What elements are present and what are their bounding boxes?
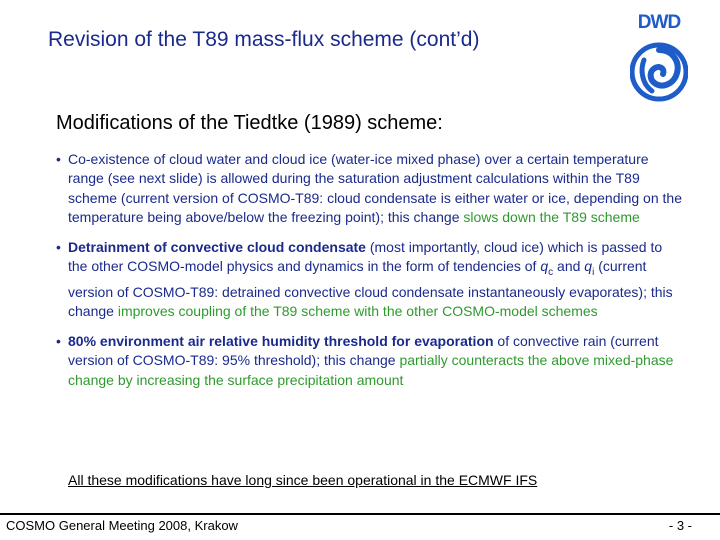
page-number: - 3 - <box>668 518 692 533</box>
var-i: i <box>592 267 595 279</box>
var-q: q <box>584 258 593 275</box>
bullet-highlight: Detrainment of convective cloud condensate <box>68 239 366 256</box>
bullet-list <box>54 150 684 401</box>
bullet-highlight: 80% environment air relative humidity threshold for evaporation <box>68 333 494 350</box>
bullet-item <box>54 332 684 390</box>
bullet-text: (most importantly, cloud ice) which is passed to the other COSMO-model physics and dynamics in the form of tendencies of <box>68 239 663 275</box>
section-heading: Modifications of the Tiedtke (1989) scheme: <box>56 112 443 134</box>
var-c: c <box>548 267 554 279</box>
slide-title: Revision of the T89 mass-flux scheme (cont’d) <box>48 28 480 51</box>
bullet-text-b: (current version of COSMO-T89: detrained convective cloud condensate instantaneously evaporates); this change <box>68 258 673 319</box>
bullet-effect: partially counteracts the above mixed-phase change by increasing the surface precipitation amount <box>68 352 674 388</box>
bullet-item <box>54 150 684 227</box>
footer-divider <box>0 513 720 515</box>
dwd-logo <box>630 12 688 104</box>
logo-text: DWD <box>637 12 681 33</box>
bullet-text-and: and <box>553 258 585 275</box>
bullet-effect: improves coupling of the T89 scheme with the other COSMO-model schemes <box>117 302 598 319</box>
bullet-text: (water-ice mixed phase) over a certain temperature range (see next slide) is allowed during the saturation adjustment calculations within the T89 scheme (current version of COSMO-T89: cloud condensate is either water or ice, depending on the temperature being above/below the freezing point); this change <box>68 151 682 225</box>
footnote: All these modifications have long since been operational in the ECMWF IFS <box>68 472 538 488</box>
footer-meeting: COSMO General Meeting 2008, Krakow <box>6 518 238 533</box>
bullet-text: of convective rain (current version of COSMO-T89: 95% threshold); this change <box>68 333 659 369</box>
bullet-effect: slows down the T89 scheme <box>463 208 640 225</box>
bullet-highlight: Co-existence of cloud water and cloud ice <box>68 151 328 167</box>
bullet-item <box>54 238 684 321</box>
swirl-icon <box>630 38 688 104</box>
var-q: q <box>540 258 549 275</box>
